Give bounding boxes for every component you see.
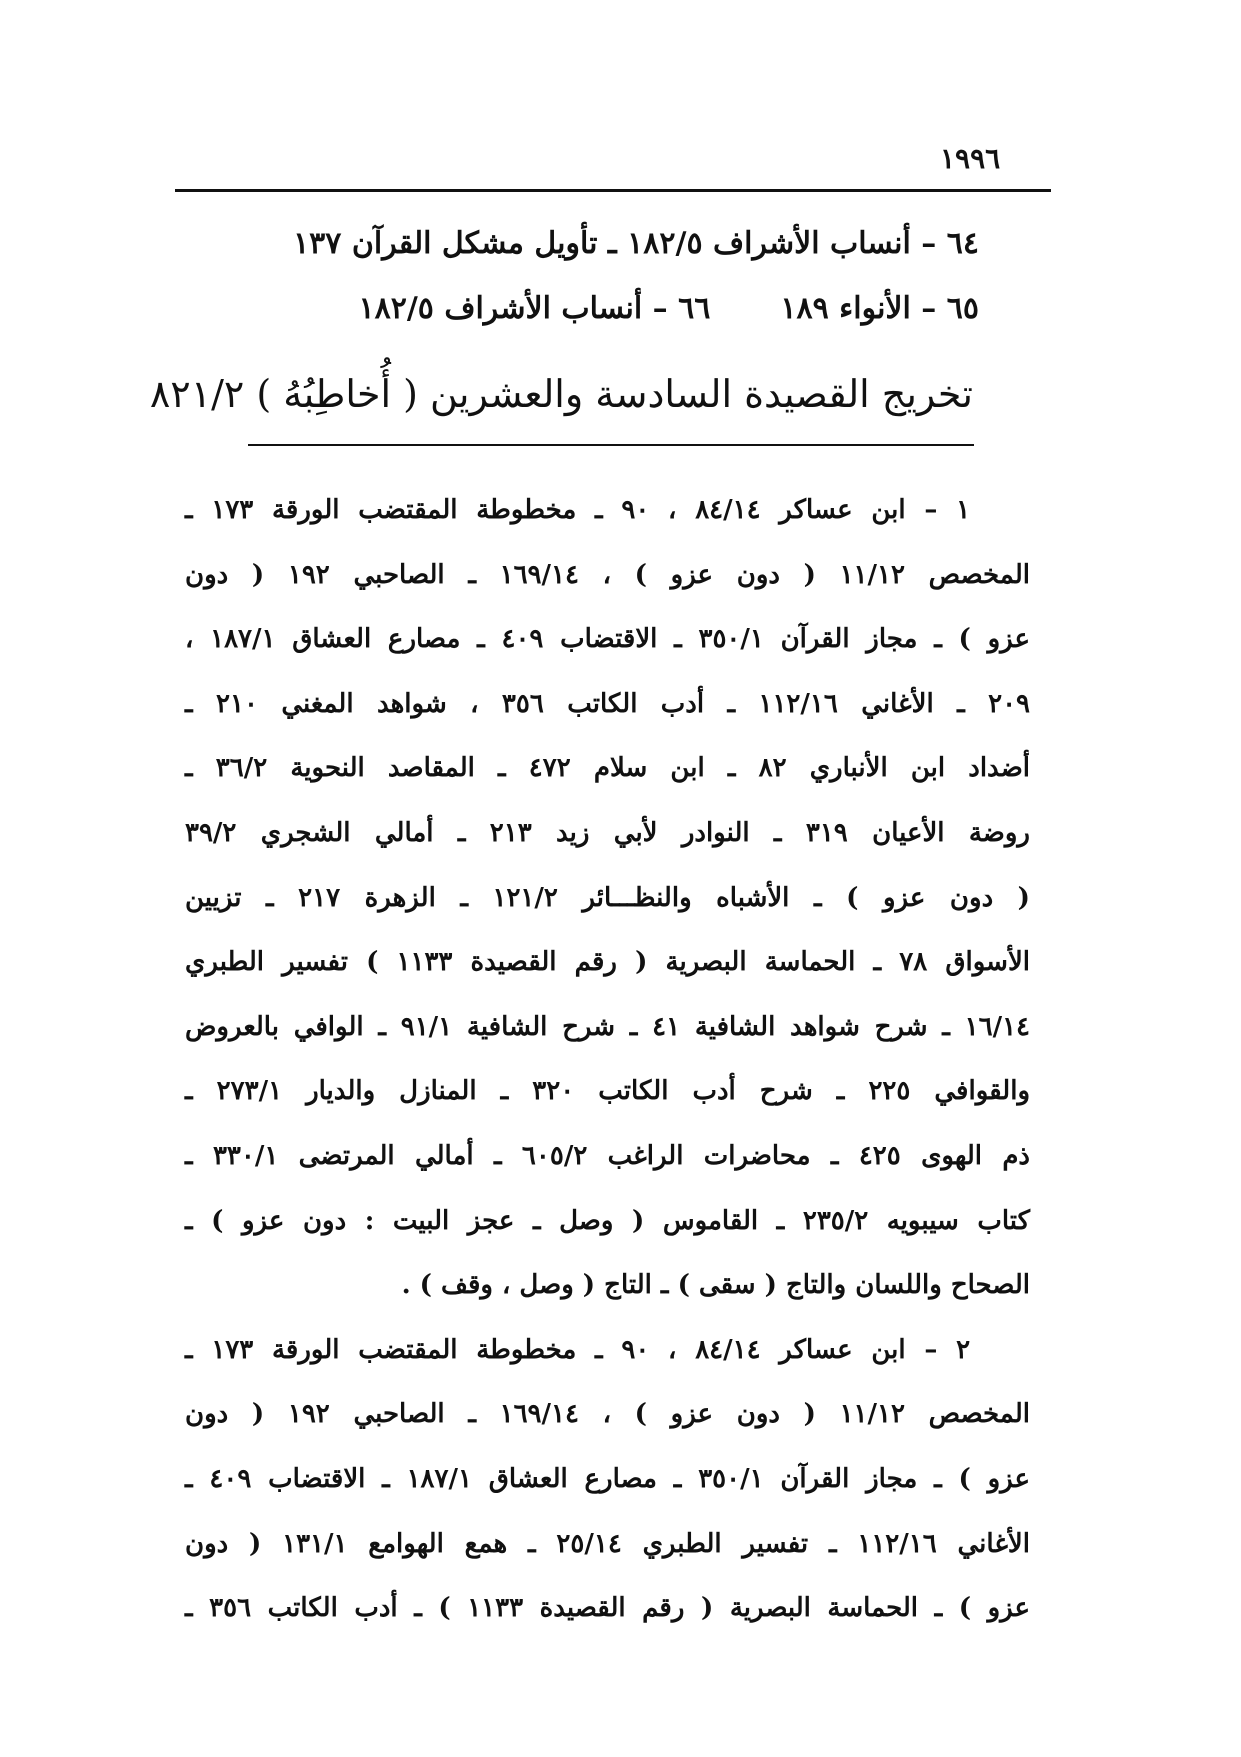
header-rule [175,189,1051,192]
text-line: ( دون عزو ) ـ الأشباه والنظـــائر ١٢١/٢ ـ الزهرة ٢١٧ ـ تزيين [185,882,1030,913]
text-line: ذم الهوى ٤٢٥ ـ محاضرات الراغب ٦٠٥/٢ ـ أمالي المرتضى ٣٣٠/١ ـ [185,1140,1031,1171]
text-line: الصحاح واللسان والتاج ( سقى ) ـ التاج ( وصل ، وقف ) . [401,1270,1030,1301]
text-line: والقوافي ٢٢٥ ـ شرح أدب الكاتب ٣٢٠ ـ المنازل والديار ٢٧٣/١ ـ [185,1076,1030,1107]
reference-entry: ٦٥ – الأنواء ١٨٩ [780,291,979,326]
text-line: عزو ) ـ مجاز القرآن ٣٥٠/١ ـ مصارع العشاق ١٨٧/١ ـ الاقتضاب ٤٠٩ ـ [185,1463,1030,1494]
reference-entry: ٦٦ – أنساب الأشراف ١٨٢/٥ [358,291,711,326]
text-line: أضداد ابن الأنباري ٨٢ ـ ابن سلام ٤٧٢ ـ المقاصد النحوية ٣٦/٢ ـ [185,753,1030,784]
text-line: عزو ) ـ مجاز القرآن ٣٥٠/١ ـ الاقتضاب ٤٠٩ ـ مصارع العشاق ١٨٧/١ ، [185,624,1030,655]
text-line: ١ – ابن عساكر ٨٤/١٤ ، ٩٠ ـ مخطوطة المقتضب الورقة ١٧٣ ـ [185,495,971,525]
paragraph [185,478,1030,1318]
section-title: تخريج القصيدة السادسة والعشرين ( أُخاطِبُهُ ) ٨٢١/٢ [149,372,973,416]
text-line: المخصص ١١/١٢ ( دون عزو ) ، ١٦٩/١٤ ـ الصاحبي ١٩٢ ( دون [185,1399,1030,1430]
text-line: ٢٠٩ ـ الأغاني ١١٢/١٦ ـ أدب الكاتب ٣٥٦ ، شواهد المغني ٢١٠ ـ [185,688,1031,719]
text-line: عزو ) ـ الحماسة البصرية ( رقم القصيدة ١١٣٣ ) ـ أدب الكاتب ٣٥٦ ـ [185,1593,1031,1624]
text-line: ٢ – ابن عساكر ٨٤/١٤ ، ٩٠ ـ مخطوطة المقتضب الورقة ١٧٣ ـ [185,1334,971,1365]
text-line: ١٦/١٤ ـ شرح شواهد الشافية ٤١ ـ شرح الشافية ٩١/١ ـ الوافي بالعروض [185,1011,1030,1042]
text-line: المخصص ١١/١٢ ( دون عزو ) ، ١٦٩/١٤ ـ الصاحبي ١٩٢ ( دون [185,559,1030,590]
text-line: الأغاني ١١٢/١٦ ـ تفسير الطبري ٢٥/١٤ ـ همع الهوامع ١٣١/١ ( دون [185,1528,1030,1559]
text-line: الأسواق ٧٨ ـ الحماسة البصرية ( رقم القصيدة ١١٣٣ ) تفسير الطبري [185,947,1030,978]
reference-line [359,291,980,326]
reference-line: ٦٤ – أنساب الأشراف ١٨٢/٥ ـ تأويل مشكل القرآن ١٣٧ [293,226,979,261]
title-underline [248,444,974,446]
text-line: كتاب سيبويه ٢٣٥/٢ ـ القاموس ( وصل ـ عجز البيت : دون عزو ) ـ [185,1205,1031,1236]
page-number: ١٩٩٦ [940,142,1001,175]
text-line: روضة الأعيان ٣١٩ ـ النوادر لأبي زيد ٢١٣ ـ أمالي الشجري ٣٩/٢ [185,817,1030,848]
paragraph [185,1318,1030,1641]
body-text [185,478,1030,1641]
